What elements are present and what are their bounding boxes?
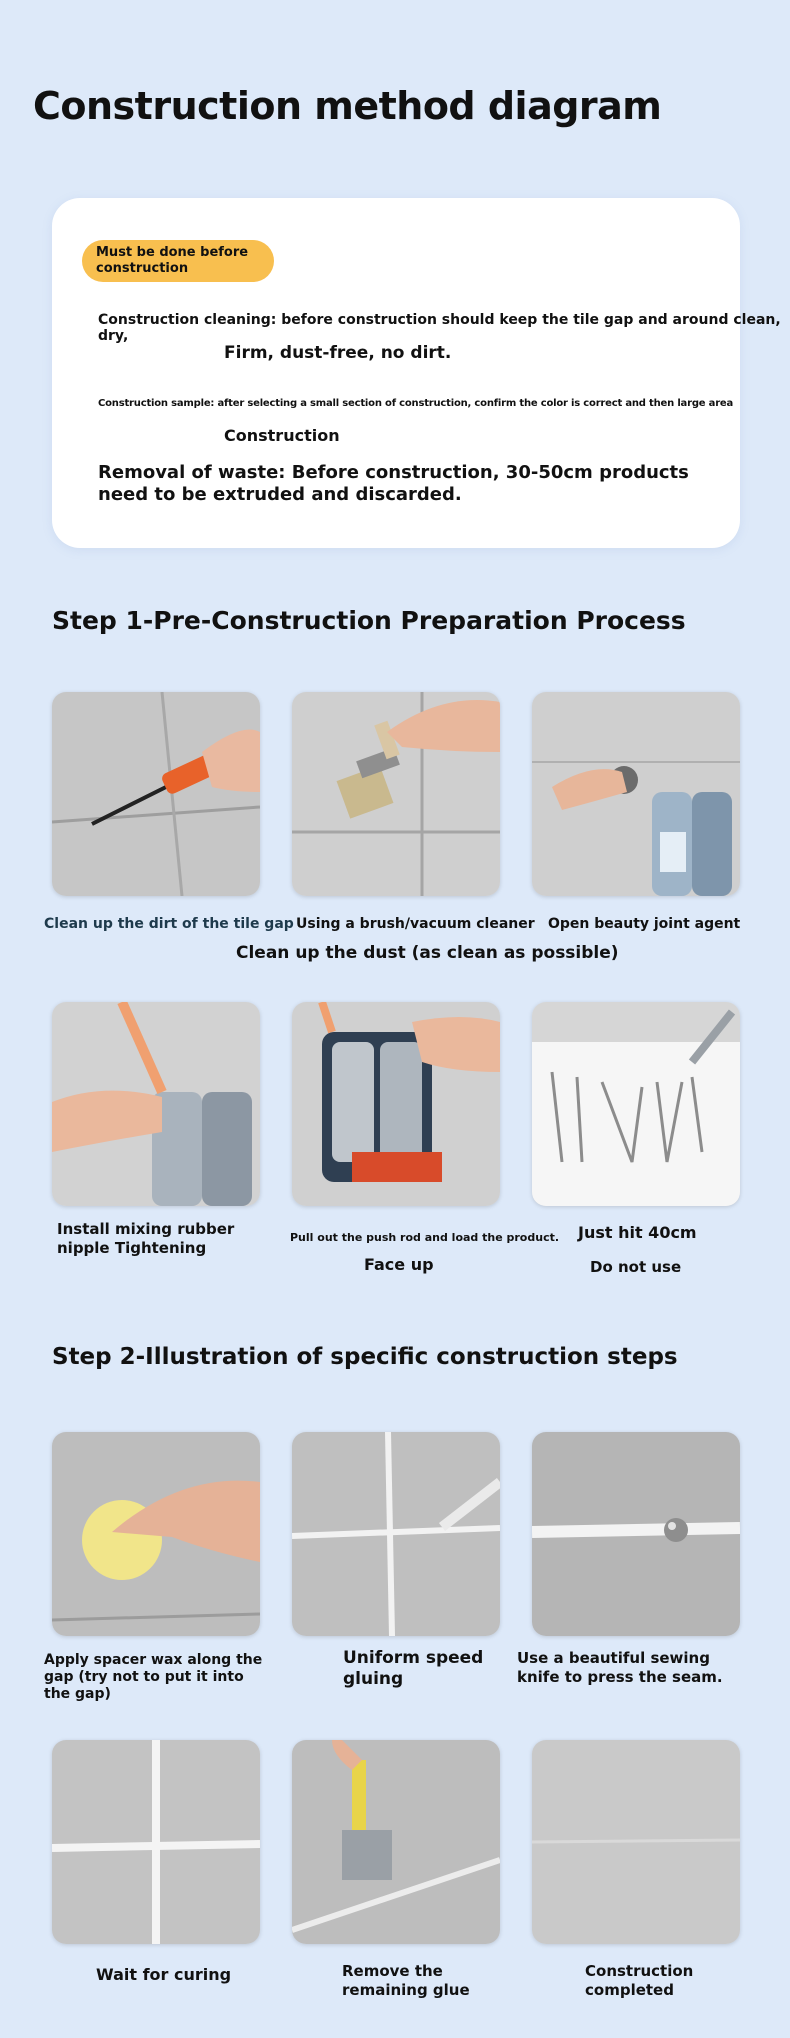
caption-hit-40cm: Just hit 40cm — [578, 1223, 697, 1242]
load-product-photo — [292, 1002, 500, 1206]
caption-press-seam: Use a beautiful sewing knife to press the seam. — [517, 1649, 723, 1686]
caption-remove-glue: Remove the remaining glue — [342, 1962, 470, 1999]
cleaning-text-continued: Firm, dust-free, no dirt. — [224, 343, 452, 363]
brush-cleaning-photo — [292, 692, 500, 896]
press-seam-photo — [532, 1432, 740, 1636]
caption-do-not-use: Do not use — [590, 1258, 682, 1276]
gluing-photo — [292, 1432, 500, 1636]
spacer-wax-photo — [52, 1432, 260, 1636]
caption-face-up: Face up — [364, 1255, 434, 1274]
page-title: Construction method diagram — [33, 84, 662, 128]
caption-completed: Construction completed — [585, 1962, 694, 1999]
caption-spacer-wax: Apply spacer wax along the gap (try not to put it into the gap) — [44, 1652, 263, 1702]
open-joint-agent-photo — [532, 692, 740, 896]
caption-install-nozzle: Install mixing rubber nipple Tightening — [57, 1220, 235, 1257]
caption-open-agent: Open beauty joint agent — [548, 916, 741, 932]
caption-load-product: Pull out the push rod and load the product. — [290, 1231, 560, 1244]
caption-clean-gap: Clean up the dirt of the tile gap — [44, 916, 294, 932]
test-extrude-photo — [532, 1002, 740, 1206]
install-nozzle-photo — [52, 1002, 260, 1206]
knife-cleaning-photo — [52, 692, 260, 896]
sample-text: Construction sample: after selecting a small section of construction, confirm the color is correct and then large area — [98, 398, 734, 409]
caption-clean-dust: Clean up the dust (as clean as possible) — [236, 943, 619, 963]
caption-brush: Using a brush/vacuum cleaner — [296, 916, 535, 932]
caption-curing: Wait for curing — [96, 1965, 232, 1984]
sample-text-continued: Construction — [224, 426, 340, 445]
step1-title: Step 1-Pre-Construction Preparation Process — [52, 606, 686, 635]
waste-text: Removal of waste: Before construction, 30-50cm products need to be extruded and discarded. — [98, 462, 689, 505]
curing-photo — [52, 1740, 260, 1944]
remove-glue-photo — [292, 1740, 500, 1944]
step2-title: Step 2-Illustration of specific construction steps — [52, 1344, 678, 1370]
cleaning-text: Construction cleaning: before construction should keep the tile gap and around clean, dry, — [98, 312, 781, 344]
pre-construction-badge: Must be done before construction — [82, 240, 274, 282]
caption-uniform-gluing: Uniform speed gluing — [343, 1648, 484, 1689]
completed-photo — [532, 1740, 740, 1944]
